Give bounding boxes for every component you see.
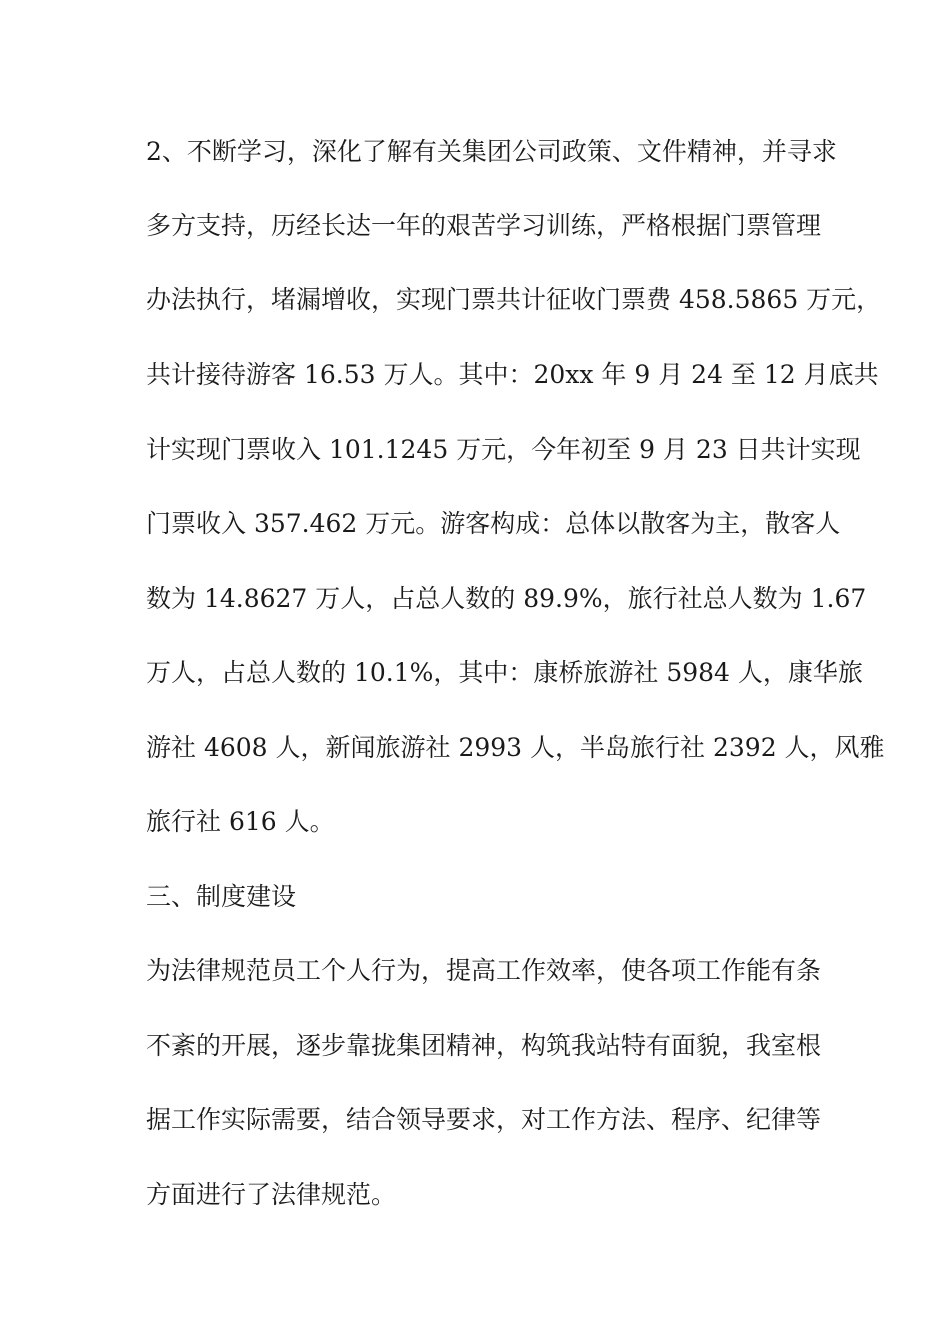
- text-line: 计实现门票收入 101.1245 万元，今年初至 9 月 23 日共计实现: [146, 435, 861, 464]
- text-line: 不紊的开展，逐步靠拢集团精神，构筑我站特有面貌，我室根: [146, 1031, 822, 1060]
- text-line: 万人，占总人数的 10.1%，其中：康桥旅游社 5984 人，康华旅: [146, 658, 863, 687]
- text-line: 数为 14.8627 万人，占总人数的 89.9%，旅行社总人数为 1.67: [146, 584, 867, 613]
- text-line: 旅行社 616 人。: [146, 807, 335, 836]
- text-line: 办法执行，堵漏增收，实现门票共计征收门票费 458.5865 万元，: [146, 285, 882, 314]
- text-line: 据工作实际需要，结合领导要求，对工作方法、程序、纪律等: [146, 1105, 822, 1134]
- text-line: 共计接待游客 16.53 万人。其中：20xx 年 9 月 24 至 12 月底共: [146, 360, 879, 389]
- text-line: 游社 4608 人，新闻旅游社 2993 人，半岛旅行社 2392 人，风雅: [146, 733, 885, 762]
- text-line: 门票收入 357.462 万元。游客构成：总体以散客为主，散客人: [146, 509, 841, 538]
- text-line: 2、不断学习，深化了解有关集团公司政策、文件精神，并寻求: [146, 137, 837, 166]
- text-line: 多方支持，历经长达一年的艰苦学习训练，严格根据门票管理: [146, 211, 822, 240]
- text-line: 方面进行了法律规范。: [146, 1180, 397, 1209]
- section-heading: 三、制度建设: [146, 882, 297, 911]
- text-line: 为法律规范员工个人行为，提高工作效率，使各项工作能有条: [146, 956, 822, 985]
